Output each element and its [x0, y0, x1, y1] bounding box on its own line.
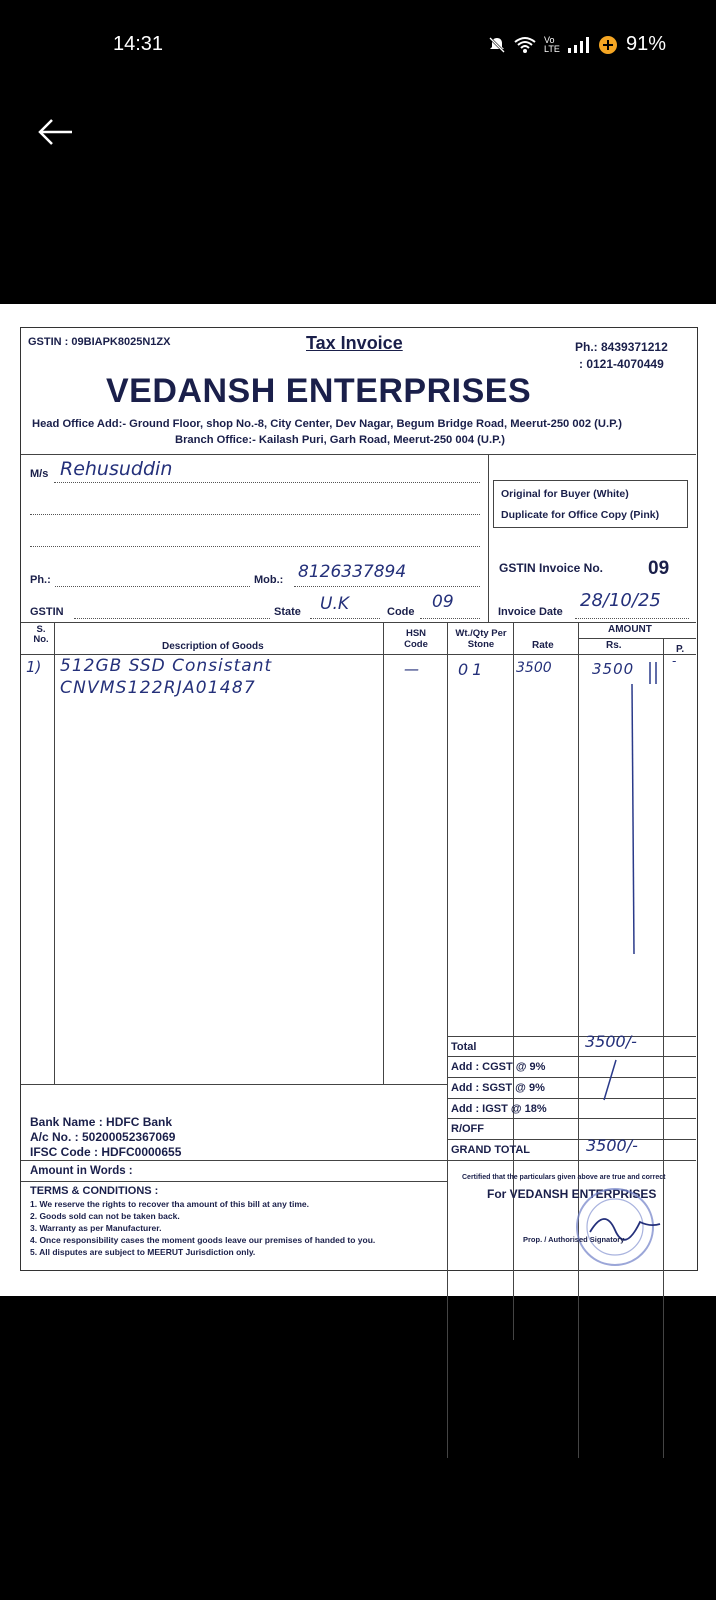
bank-account: A/c No. : 50200052367069: [30, 1130, 176, 1144]
item-description: 512GB SSD Consistant: [60, 656, 273, 676]
doc-type-title: Tax Invoice: [306, 333, 403, 353]
total-label: Total: [451, 1041, 477, 1053]
back-button[interactable]: [36, 112, 76, 152]
battery-level: 91%: [626, 33, 667, 55]
company-name: VEDANSH ENTERPRISES: [106, 372, 532, 410]
terms-title: TERMS & CONDITIONS :: [30, 1185, 159, 1197]
code-label: Code: [387, 606, 415, 618]
col-sno: S. No.: [33, 624, 49, 645]
term-1: 1. We reserve the rights to recover tha amount of this bill at any time.: [30, 1199, 309, 1209]
signatory-label: Prop. / Authorised Signatory: [523, 1235, 625, 1244]
term-4: 4. Once responsibility cases the moment goods leave our premises of handed to you.: [30, 1235, 376, 1245]
total-value: 3500/-: [585, 1032, 637, 1051]
state-value: U.K: [320, 594, 349, 614]
invoice-date-label: Invoice Date: [498, 606, 563, 618]
buyer-name: Rehusuddin: [60, 458, 173, 480]
volte-icon: Vo LTE: [544, 34, 560, 54]
amount-in-words-label: Amount in Words :: [30, 1165, 133, 1177]
item-amount: 3500: [592, 660, 635, 678]
col-hsn: HSN Code: [404, 628, 428, 650]
col-description: Description of Goods: [162, 641, 264, 652]
mobile-label: Mob.:: [254, 574, 284, 586]
copy-original: Original for Buyer (White): [501, 488, 629, 500]
grand-total-label: GRAND TOTAL: [451, 1144, 531, 1156]
invoice-number: 09: [648, 558, 670, 579]
head-office-address: Head Office Add:- Ground Floor, shop No.-8, City Center, Dev Nagar, Begum Bridge Road, Meerut-250 002 (U.P.): [32, 418, 622, 430]
term-5: 5. All disputes are subject to MEERUT Jurisdiction only.: [30, 1247, 256, 1257]
invoice-document: [0, 304, 716, 1296]
phone-label: Ph.:: [30, 574, 51, 586]
ms-label: M/s: [30, 468, 49, 480]
item-serial: CNVMS122RJA01487: [60, 678, 256, 698]
mobile-number: 8126337894: [298, 562, 407, 582]
col-rs: Rs.: [606, 640, 622, 651]
system-icons: [488, 33, 666, 56]
for-company: For VEDANSH ENTERPRISES: [487, 1187, 657, 1201]
company-stamp: [560, 1182, 680, 1272]
col-amount: AMOUNT: [608, 624, 652, 635]
mute-icon: [488, 36, 506, 54]
invoice-date: 28/10/25: [580, 590, 661, 611]
roff-label: R/OFF: [451, 1123, 484, 1135]
item-rate: 3500: [516, 660, 552, 676]
strike-lines: [620, 654, 670, 1004]
item-sno: 1): [26, 658, 42, 676]
cgst-label: Add : CGST @ 9%: [451, 1061, 546, 1073]
term-2: 2. Goods sold can not be taken back.: [30, 1211, 180, 1221]
state-code: 09: [432, 592, 454, 612]
arrow-left-icon: [36, 112, 76, 152]
item-qty: 01: [458, 660, 487, 679]
clock: 14:31: [113, 33, 164, 55]
bank-ifsc: IFSC Code : HDFC0000655: [30, 1145, 182, 1159]
col-qty: Wt./Qty Per Stone: [455, 628, 507, 650]
sgst-label: Add : SGST @ 9%: [451, 1082, 545, 1094]
gstin-header: GSTIN : 09BIAPK8025N1ZX: [28, 336, 171, 348]
item-paise: -: [672, 654, 677, 668]
branch-office-address: Branch Office:- Kailash Puri, Garh Road, Meerut-250 004 (U.P.): [175, 434, 505, 446]
certified-text: Certified that the particulars given above are true and correct: [462, 1174, 666, 1181]
battery-saver-icon: [598, 35, 618, 55]
item-hsn: —: [404, 660, 419, 678]
phone-1: Ph.: 8439371212: [575, 340, 668, 354]
gstin-invoice-label: GSTIN Invoice No.: [499, 561, 604, 575]
igst-label: Add : IGST @ 18%: [451, 1103, 547, 1115]
phone-2: : 0121-4070449: [579, 357, 664, 371]
gstin-label: GSTIN: [30, 606, 64, 618]
tax-strike-line: [596, 1056, 626, 1106]
copy-duplicate: Duplicate for Office Copy (Pink): [501, 509, 660, 521]
status-bar: [0, 0, 716, 90]
signal-icon: [568, 37, 590, 53]
state-label: State: [274, 606, 301, 618]
col-rate: Rate: [532, 640, 554, 651]
grand-total-value: 3500/-: [586, 1136, 638, 1155]
bank-name: Bank Name : HDFC Bank: [30, 1115, 173, 1129]
term-3: 3. Warranty as per Manufacturer.: [30, 1223, 162, 1233]
wifi-icon: [514, 36, 536, 54]
col-paise: P.: [676, 644, 685, 655]
